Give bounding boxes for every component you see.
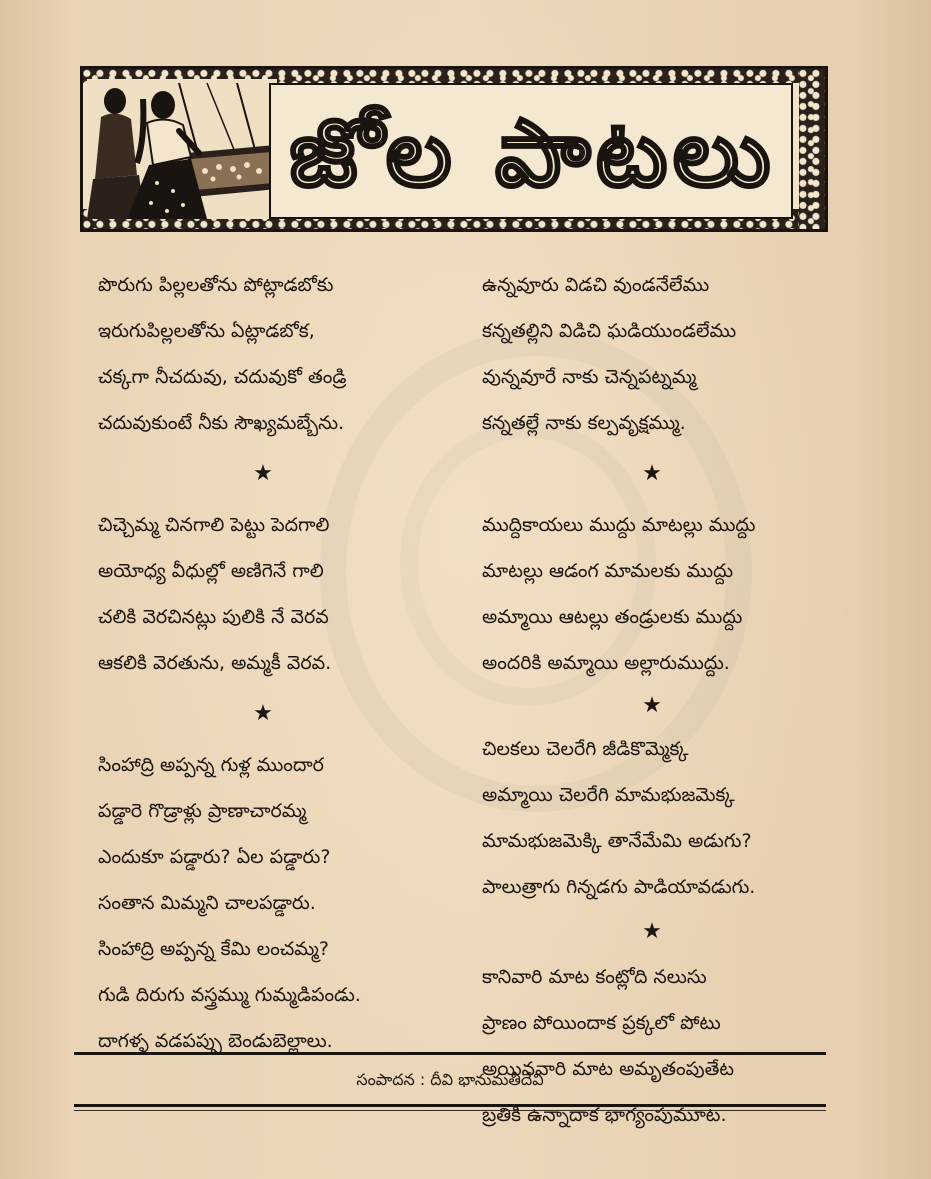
star-separator-icon: ★ (253, 701, 273, 726)
verse-line: ముద్దికాయలు ముద్దు మాటల్లు ముద్దు (482, 514, 756, 536)
verse-line: పాలుత్రాగు గిన్నడగు పాడియావడుగు. (482, 876, 756, 898)
footer-rule-top (74, 1052, 826, 1055)
verse-line: మాటల్లు ఆడంగ మామలకు ముద్దు (482, 560, 734, 582)
left-stanza-1 (98, 262, 458, 446)
footer-rule-bottom-thin (74, 1110, 826, 1111)
verse-line: చిలకలు చెలరేగి జీడికొమ్మెక్క (482, 738, 689, 760)
verse-line: సంతాన మిమ్మని చాలపడ్డారు. (98, 892, 316, 914)
verse-line: ఇరుగుపిల్లలతోను ఏట్లాడబోక, (98, 320, 315, 342)
verse-line: మామభుజమెక్కి తానేమేమి అడుగు? (482, 830, 752, 852)
verse-line: చిచ్చెమ్మ చినగాలి పెట్టు పెదగాలి (98, 514, 330, 536)
verse-line: కానివారి మాట కంట్లోది నలుసు (482, 966, 707, 988)
verse-line: అమ్మాయి ఆటల్లు తండ్రులకు ముద్దు (482, 606, 743, 628)
verse-line: చదువుకుంటే నీకు సౌఖ్యమబ్బేను. (98, 412, 345, 434)
verse-line: అందరికి అమ్మాయి అల్లారుముద్దు. (482, 652, 730, 674)
left-column (98, 262, 458, 1064)
star-separator-icon: ★ (642, 693, 662, 718)
right-stanza-3 (482, 726, 842, 910)
right-column (482, 262, 842, 1138)
verse-line: బ్రతికి ఉన్నాదాక భాగ్యంపుమూట. (482, 1104, 727, 1126)
cradle-illustration (87, 79, 277, 219)
star-separator-icon: ★ (642, 919, 662, 944)
star-separator-icon: ★ (253, 461, 273, 486)
left-stanza-2 (98, 502, 458, 686)
verse-line: ప్రాణం పోయిందాక ప్రక్కలో పోటు (482, 1012, 721, 1034)
verse-line: ఎందుకూ పడ్డారు? ఏల పడ్డారు? (98, 846, 331, 868)
verse-line: కన్నతల్లే నాకు కల్పవృక్షమ్ము. (482, 412, 686, 434)
verse-line: కన్నతల్లిని విడిచి ఘడియుండలేము (482, 320, 737, 342)
verse-line: పొరుగు పిల్లలతోను పోట్లాడబోకు (98, 274, 334, 296)
right-stanza-2 (482, 502, 842, 686)
verse-line: సింహాద్రి అప్పన్న గుళ్ల ముందార (98, 754, 324, 776)
editor-credit: సంపాదన : దీవి భానుమతీదేవి (356, 1070, 544, 1089)
footer-rule-bottom (74, 1104, 826, 1107)
verse-line: చలికి వెరచినట్లు పులికి నే వెరవ (98, 606, 329, 628)
left-stanza-3 (98, 742, 458, 1064)
pebble-border-right (799, 69, 825, 229)
verse-line: అయినవారి మాట అమృతంపుతేట (482, 1058, 735, 1080)
verse-line: వున్నవూరే నాకు చెన్నపట్నమ్మ (482, 366, 697, 388)
verse-line: ఉన్నవూరు విడచి వుండనేలేము (482, 274, 710, 296)
verse-line: పడ్డారె గొడ్రాళ్లు ప్రాణాచారమ్మ (98, 800, 307, 822)
verse-line: సింహాద్రి అప్పన్న కేమి లంచమ్మ? (98, 938, 329, 960)
verse-line: గుడి దిరుగు వస్త్రమ్ము గుమ్మడిపండు. (98, 984, 361, 1006)
header-banner (80, 66, 828, 232)
right-stanza-1 (482, 262, 842, 446)
page-title: జోల పాటలు (289, 100, 777, 207)
verse-line: చక్కగా నీచదువు, చదువుకో తండ్రి (98, 366, 347, 388)
verse-line: ఆకలికి వెరతును, అమ్మకీ వెరవ. (98, 652, 332, 674)
verse-line: అమ్మాయి చెలరేగి మామభుజమెక్క (482, 784, 735, 806)
verse-line: అయోధ్య వీధుల్లో అణిగెనే గాలి (98, 560, 324, 582)
verse-line: దాగళ్ళ వడపప్పు బెండుబెల్లాలు. (98, 1030, 333, 1052)
star-separator-icon: ★ (642, 461, 662, 486)
